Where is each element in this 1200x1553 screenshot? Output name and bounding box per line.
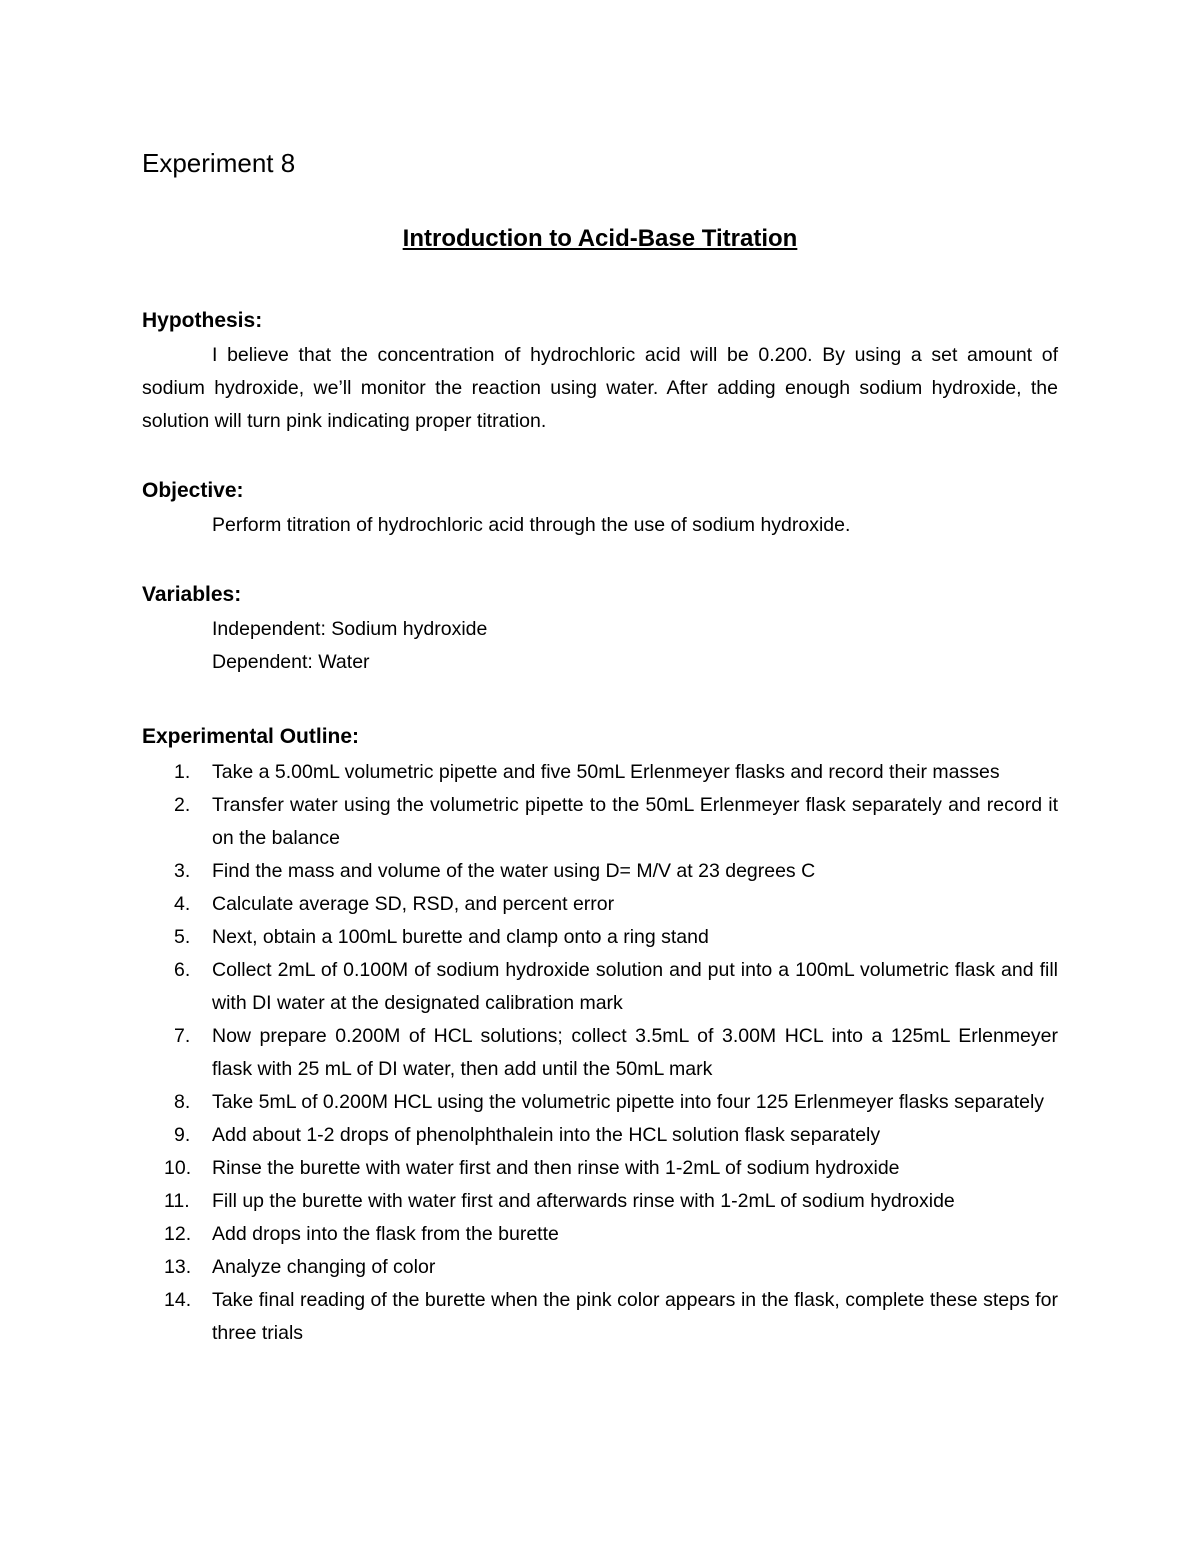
outline-step <box>142 1251 1058 1284</box>
outline-step <box>142 954 1058 1020</box>
step-text: Take 5mL of 0.200M HCL using the volumetric pipette into four 125 Erlenmeyer flasks separately <box>212 1091 1045 1113</box>
variables-heading: Variables: <box>142 583 242 606</box>
independent-variable: Independent: Sodium hydroxide <box>212 618 488 640</box>
step-number: 13. <box>164 1256 192 1278</box>
hypothesis-text: I believe that the concentration of hydrochloric acid will be 0.200. By using a set amount of sodium hydroxide, we’ll monitor the reaction using water. After adding enough sodium hydroxide, the solution will turn pink indicating proper titration. <box>142 344 1058 432</box>
objective-text: Perform titration of hydrochloric acid through the use of sodium hydroxide. <box>212 514 851 536</box>
step-number: 2. <box>174 794 191 816</box>
hypothesis-heading: Hypothesis: <box>142 309 263 332</box>
outline-step <box>142 1119 1058 1152</box>
step-number: 7. <box>174 1025 191 1047</box>
step-number: 12. <box>164 1223 192 1245</box>
step-text: Calculate average SD, RSD, and percent error <box>212 893 615 915</box>
objective-heading: Objective: <box>142 479 244 502</box>
step-number: 1. <box>174 761 191 783</box>
outline-step <box>142 888 1058 921</box>
outline-heading: Experimental Outline: <box>142 725 360 748</box>
step-text: Analyze changing of color <box>212 1256 436 1278</box>
outline-step <box>142 1284 1058 1350</box>
step-number: 5. <box>174 926 191 948</box>
outline-step <box>142 789 1058 855</box>
step-text: Rinse the burette with water first and then rinse with 1-2mL of sodium hydroxide <box>212 1157 900 1179</box>
step-text: Find the mass and volume of the water using D= M/V at 23 degrees C <box>212 860 816 882</box>
step-text: Transfer water using the volumetric pipette to the 50mL Erlenmeyer flask separately and record it on the balance <box>212 794 1058 849</box>
document-title: Introduction to Acid-Base Titration <box>402 225 798 252</box>
step-text: Add drops into the flask from the burette <box>212 1223 559 1245</box>
outline-step <box>142 1152 1058 1185</box>
step-text: Next, obtain a 100mL burette and clamp onto a ring stand <box>212 926 709 948</box>
outline-step <box>142 756 1058 789</box>
dependent-variable: Dependent: Water <box>212 651 370 673</box>
step-text: Take final reading of the burette when the pink color appears in the flask, complete these steps for three trials <box>212 1289 1058 1344</box>
experiment-title: Experiment 8 <box>142 148 296 178</box>
outline-step <box>142 1218 1058 1251</box>
outline-step <box>142 1185 1058 1218</box>
outline-step <box>142 1020 1058 1086</box>
step-text: Add about 1-2 drops of phenolphthalein into the HCL solution flask separately <box>212 1124 881 1146</box>
step-number: 8. <box>174 1091 191 1113</box>
outline-step <box>142 855 1058 888</box>
step-number: 3. <box>174 860 191 882</box>
step-number: 6. <box>174 959 191 981</box>
step-number: 11. <box>164 1190 190 1212</box>
outline-step <box>142 1086 1058 1119</box>
step-number: 9. <box>174 1124 191 1146</box>
step-number: 4. <box>174 893 191 915</box>
outline-step <box>142 921 1058 954</box>
step-number: 10. <box>164 1157 192 1179</box>
step-text: Take a 5.00mL volumetric pipette and five 50mL Erlenmeyer flasks and record their masses <box>212 761 1000 783</box>
step-text: Fill up the burette with water first and afterwards rinse with 1-2mL of sodium hydroxide <box>212 1190 955 1212</box>
outline-list <box>142 756 1058 1350</box>
step-number: 14. <box>164 1289 192 1311</box>
step-text: Collect 2mL of 0.100M of sodium hydroxide solution and put into a 100mL volumetric flask and fill with DI water at the designated calibration mark <box>212 959 1058 1014</box>
step-text: Now prepare 0.200M of HCL solutions; collect 3.5mL of 3.00M HCL into a 125mL Erlenmeyer flask with 25 mL of DI water, then add until the 50mL mark <box>212 1025 1058 1080</box>
